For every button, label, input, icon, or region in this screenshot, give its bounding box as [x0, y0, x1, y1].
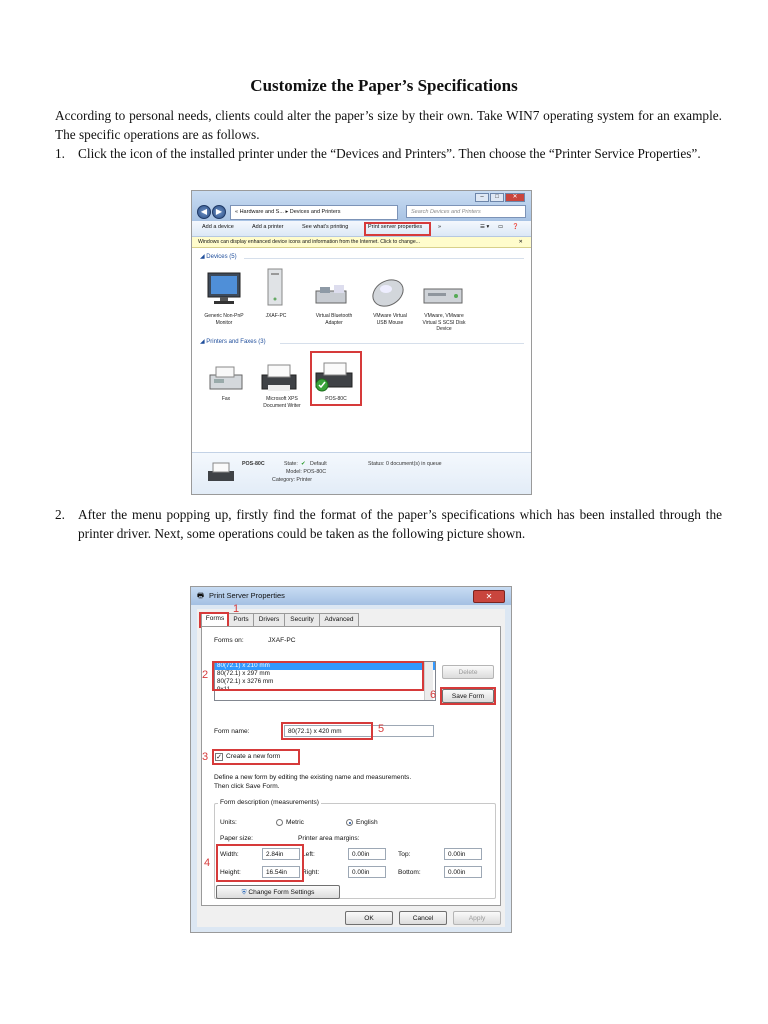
forms-panel — [201, 626, 501, 906]
left-label: Left: — [302, 851, 315, 858]
highlight-box-save-form — [440, 687, 496, 705]
annotation-number: 2 — [202, 669, 209, 681]
height-label: Height: — [220, 869, 241, 876]
bottom-margin-input[interactable]: 0.00in — [444, 866, 482, 878]
step-text: After the menu popping up, firstly find the format of the paper’s specifications which has been installed through the printer driver. Next, some operations could be taken as the following picture shown. — [78, 507, 722, 541]
intro-paragraph: According to personal needs, clients could alter the paper’s size by their own. Take WIN7 operating system for an example. The specific operations are as follows. — [55, 108, 722, 142]
bluetooth-adapter-icon — [314, 283, 352, 309]
divider — [244, 258, 524, 259]
width-input[interactable]: 2.84in — [262, 848, 300, 860]
address-bar[interactable]: « Hardware and S... ▸ Devices and Printers — [230, 205, 398, 220]
english-label[interactable]: English — [356, 819, 378, 826]
chevron-down-icon: ◢ — [200, 339, 207, 345]
printer-label[interactable]: Microsoft XPS Document Writer — [263, 396, 301, 409]
top-label: Top: — [398, 851, 411, 858]
dialog-body — [197, 603, 505, 927]
shield-icon: ⛨ — [241, 889, 247, 896]
info-bar-text: Windows can display enhanced device icons and information from the Internet. Click to change... — [198, 239, 421, 245]
details-model: Model: POS-80C — [286, 469, 327, 475]
tab-forms[interactable]: Forms — [201, 612, 229, 628]
devices-header-label: Devices (5) — [206, 254, 237, 260]
mouse-icon — [368, 273, 410, 309]
details-name: POS-80C — [242, 461, 265, 467]
height-input[interactable]: 16.54in — [262, 866, 300, 878]
annotation-number: 4 — [204, 857, 211, 869]
more-commands-button[interactable]: » — [438, 224, 442, 230]
create-new-form-checkbox[interactable]: ✓ — [216, 754, 222, 761]
dialog-title: Print Server Properties — [209, 591, 285, 600]
close-icon[interactable]: ✕ — [505, 193, 525, 202]
back-arrow-icon[interactable]: ◀ — [197, 205, 211, 219]
print-server-properties-button[interactable]: Print server properties — [368, 224, 423, 230]
close-icon[interactable]: ✕ — [518, 239, 523, 245]
measurements-legend: Form description (measurements) — [220, 799, 319, 806]
print-server-properties-screenshot — [190, 586, 512, 933]
checkmark-icon: ✔ — [301, 461, 306, 467]
printer-label[interactable]: POS-80C — [325, 396, 347, 402]
highlight-box-create-form — [212, 749, 300, 765]
bottom-label: Bottom: — [398, 869, 421, 876]
minimize-icon[interactable]: – — [475, 193, 489, 202]
form-name-input[interactable]: 80(72.1) x 420 mm — [284, 725, 434, 737]
computer-tower-icon — [264, 267, 288, 309]
change-form-settings-label: Change Form Settings — [248, 889, 315, 896]
details-state-value: Default — [310, 461, 327, 467]
fax-icon — [206, 365, 248, 395]
annotation-number: 1 — [233, 603, 240, 615]
view-options-icon[interactable]: ☰ ▾ — [480, 224, 490, 230]
maximize-icon[interactable]: □ — [490, 193, 504, 202]
list-item[interactable]: 80(72.1) x 297 mm — [217, 670, 270, 677]
ok-button[interactable]: OK — [345, 911, 393, 925]
metric-label[interactable]: Metric — [286, 819, 304, 826]
paper-size-label: Paper size: — [220, 835, 253, 842]
cancel-button[interactable]: Cancel — [399, 911, 447, 925]
device-label[interactable]: Generic Non-PnP Monitor — [204, 313, 244, 326]
list-item[interactable]: 80(72.1) x 210 mm — [215, 662, 435, 670]
divider — [280, 343, 524, 344]
details-status: Status: 0 document(s) in queue — [368, 461, 442, 467]
details-category: Category: Printer — [272, 477, 313, 483]
explorer-titlebar — [192, 191, 531, 221]
form-description-text: Define a new form by editing the existing name and measurements. Then click Save Form. — [214, 774, 412, 790]
top-margin-input[interactable]: 0.00in — [444, 848, 482, 860]
tab-ports[interactable]: Ports — [228, 613, 254, 627]
info-bar[interactable] — [192, 237, 531, 248]
width-label: Width: — [220, 851, 239, 858]
preview-pane-icon[interactable]: ▭ — [498, 224, 504, 230]
devices-group-header[interactable] — [200, 253, 237, 260]
close-icon[interactable]: ✕ — [473, 590, 505, 603]
chevron-down-icon: ◢ — [200, 254, 207, 260]
forms-on-label: Forms on: — [214, 637, 244, 644]
printer-icon — [258, 363, 302, 395]
device-label[interactable]: JXAF-PC — [265, 313, 287, 319]
page-title: Customize the Paper’s Specifications — [250, 76, 518, 95]
devices-and-printers-screenshot — [191, 190, 532, 495]
tab-security[interactable]: Security — [284, 613, 320, 627]
create-new-form-label[interactable]: Create a new form — [226, 753, 281, 760]
device-label[interactable]: Virtual Bluetooth Adapter — [315, 313, 353, 326]
details-pane — [192, 452, 531, 495]
device-label[interactable]: VMware Virtual USB Mouse — [373, 313, 407, 326]
add-printer-button[interactable]: Add a printer — [252, 224, 284, 230]
highlight-box-forms-list — [212, 661, 424, 691]
step-number: 1. — [55, 146, 65, 161]
annotation-number: 6 — [430, 689, 437, 701]
printers-header-label: Printers and Faxes (3) — [206, 339, 266, 345]
units-label: Units: — [220, 819, 237, 826]
right-margin-input[interactable]: 0.00in — [348, 866, 386, 878]
forward-arrow-icon[interactable]: ▶ — [212, 205, 226, 219]
printer-icon: 🖶 — [197, 591, 205, 600]
left-margin-input[interactable]: 0.00in — [348, 848, 386, 860]
window-controls — [475, 193, 525, 202]
command-bar — [192, 221, 531, 237]
see-whats-printing-button[interactable]: See what's printing — [302, 224, 349, 230]
list-item[interactable]: 9x11 — [217, 686, 231, 693]
step-number: 2. — [55, 507, 65, 522]
forms-on-value: JXAF-PC — [268, 637, 296, 644]
form-name-label: Form name: — [214, 728, 250, 735]
save-form-button[interactable]: Save Form — [442, 689, 494, 703]
annotation-number: 5 — [378, 723, 385, 735]
annotation-number: 3 — [202, 751, 209, 763]
tab-advanced[interactable]: Advanced — [319, 613, 359, 627]
apply-button[interactable]: Apply — [453, 911, 501, 925]
list-item[interactable]: 80(72.1) x 3276 mm — [217, 678, 274, 685]
printer-label[interactable]: Fax — [221, 396, 231, 402]
printer-icon — [206, 461, 238, 487]
change-form-settings-button[interactable] — [216, 885, 340, 899]
english-radio[interactable] — [346, 819, 353, 826]
disk-drive-icon — [422, 283, 466, 309]
highlight-box-form-name — [281, 722, 373, 740]
add-device-button[interactable]: Add a device — [202, 224, 234, 230]
highlight-box-print-server — [364, 222, 431, 236]
help-icon[interactable]: ❓ — [512, 224, 519, 230]
device-label[interactable]: VMware, VMware Virtual S SCSI Disk Device — [422, 313, 466, 332]
details-state-label: State: — [284, 461, 298, 467]
right-label: Right: — [302, 869, 320, 876]
search-input[interactable]: Search Devices and Printers — [406, 205, 526, 218]
metric-radio[interactable] — [276, 819, 283, 826]
tab-drivers[interactable]: Drivers — [253, 613, 285, 627]
delete-button[interactable]: Delete — [442, 665, 494, 679]
margins-label: Printer area margins: — [298, 835, 360, 842]
monitor-icon — [204, 271, 244, 307]
step-text: Click the icon of the installed printer under the “Devices and Printers”. Then choose the “Printer Service Properties”. — [78, 146, 701, 161]
printers-group-header[interactable] — [200, 338, 266, 345]
highlight-box-paper-size — [216, 844, 304, 882]
